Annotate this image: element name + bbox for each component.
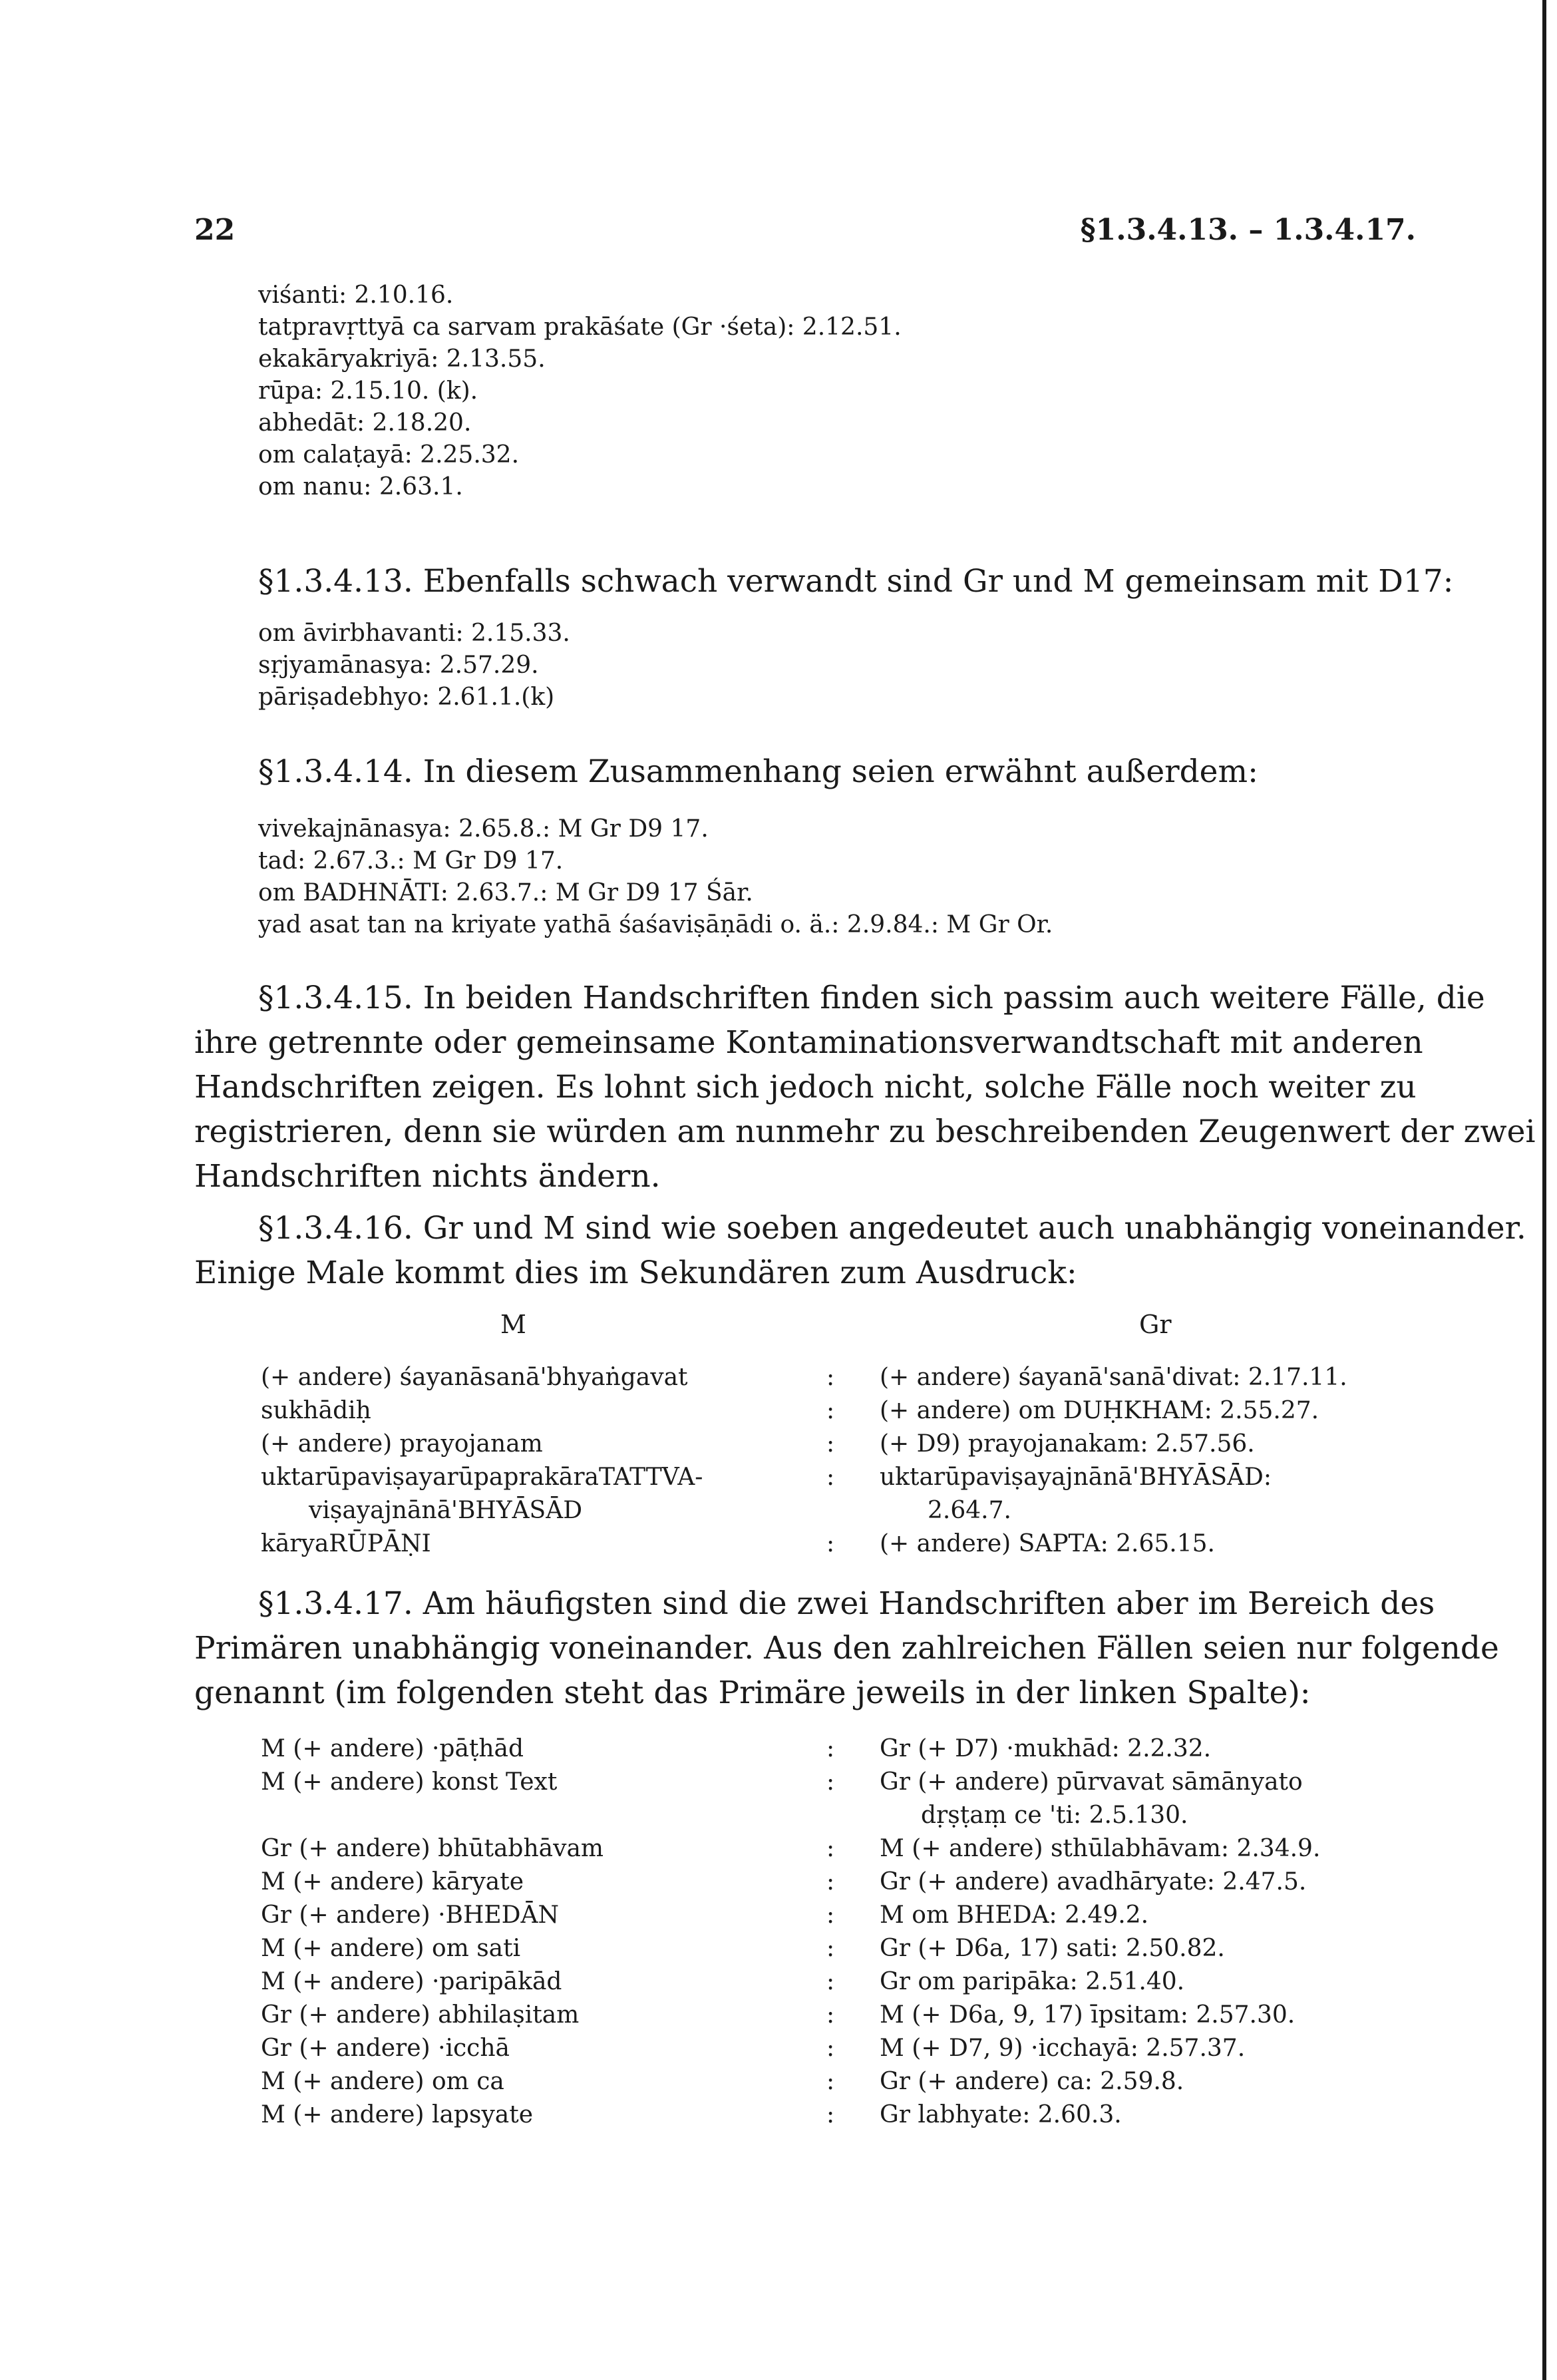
list-item: tad: 2.67.3.: M Gr D9 17. xyxy=(258,847,564,875)
section-16-table xyxy=(261,1362,1419,1561)
cell-right: Gr (+ D7) ·mukhād: 2.2.32. xyxy=(880,1735,1212,1762)
cell-right: (+ D9) prayojanakam: 2.57.56. xyxy=(880,1430,1255,1458)
table-row xyxy=(261,1733,1419,1766)
para-line: Einige Male kommt dies im Sekundären zum Ausdruck: xyxy=(194,1255,1077,1291)
list-item: pāriṣadebhyo: 2.61.1.(k) xyxy=(258,684,555,711)
cell-sep: : xyxy=(826,2001,835,2029)
section-16-paragraph xyxy=(194,1206,1526,1295)
table-row xyxy=(261,1866,1419,1899)
cell-sep: : xyxy=(826,1530,835,1557)
list-item: rūpa: 2.15.10. (k). xyxy=(258,377,478,405)
table-row xyxy=(261,2066,1419,2099)
list-item: om āvirbhavanti: 2.15.33. xyxy=(258,620,570,647)
column-header-m: M xyxy=(500,1310,526,1339)
cell-sep: : xyxy=(826,1364,835,1391)
cell-right: M (+ D7, 9) ·icchayā: 2.57.37. xyxy=(880,2035,1246,2062)
section-13-list xyxy=(258,618,1389,713)
table-row xyxy=(261,1966,1419,1999)
cell-right: M (+ andere) sthūlabhāvam: 2.34.9. xyxy=(880,1835,1321,1862)
table-row xyxy=(261,2033,1419,2066)
cell-right: Gr labhyate: 2.60.3. xyxy=(880,2101,1122,2128)
para-line: genannt (im folgenden steht das Primäre jeweils in der linken Spalte): xyxy=(194,1675,1311,1711)
cell-right: uktarūpaviṣayajnānā'BHYĀSĀD: xyxy=(880,1464,1272,1491)
cell-left: sukhādiḥ xyxy=(261,1397,371,1424)
running-header: §1.3.4.13. – 1.3.4.17. xyxy=(1080,213,1416,247)
cell-right: Gr (+ andere) ca: 2.59.8. xyxy=(880,2068,1184,2095)
cell-left: viṣayajnānā'BHYĀSĀD xyxy=(309,1497,583,1524)
table-row xyxy=(261,1428,1419,1462)
para-line: Primären unabhängig voneinander. Aus den zahlreichen Fällen seien nur folgende xyxy=(194,1630,1499,1667)
list-item: viśanti: 2.10.16. xyxy=(258,282,454,309)
section-13-heading: §1.3.4.13. Ebenfalls schwach verwandt sind Gr und M gemeinsam mit D17: xyxy=(258,563,1454,600)
cell-right: Gr (+ D6a, 17) sati: 2.50.82. xyxy=(880,1935,1225,1962)
list-item: yad asat tan na kriyate yathā śaśaviṣāṇādi o. ä.: 2.9.84.: M Gr Or. xyxy=(258,911,1053,938)
list-item: vivekajnānasya: 2.65.8.: M Gr D9 17. xyxy=(258,815,709,843)
cell-sep: : xyxy=(826,1868,835,1895)
para-line: Handschriften zeigen. Es lohnt sich jedoch nicht, solche Fälle noch weiter zu xyxy=(194,1069,1417,1105)
para-line: §1.3.4.15. In beiden Handschriften finden sich passim auch weitere Fälle, die xyxy=(258,980,1485,1016)
cell-sep: : xyxy=(826,1430,835,1458)
cell-right: dṛṣṭaṃ ce 'ti: 2.5.130. xyxy=(921,1802,1188,1829)
cell-left: kāryaRŪPĀṆI xyxy=(261,1530,431,1557)
section-14-heading: §1.3.4.14. In diesem Zusammenhang seien erwähnt außerdem: xyxy=(258,753,1258,790)
cell-sep: : xyxy=(826,1735,835,1762)
cell-left: M (+ andere) ·pāṭhād xyxy=(261,1735,524,1762)
section-15-paragraph xyxy=(194,976,1536,1199)
table-row xyxy=(261,2099,1419,2132)
para-line: §1.3.4.17. Am häufigsten sind die zwei Handschriften aber im Bereich des xyxy=(258,1585,1435,1622)
para-line: §1.3.4.16. Gr und M sind wie soeben angedeutet auch unabhängig voneinander. xyxy=(258,1210,1526,1247)
cell-left: M (+ andere) om sati xyxy=(261,1935,521,1962)
section-17-table xyxy=(261,1733,1419,2132)
cell-right: (+ andere) śayanā'sanā'divat: 2.17.11. xyxy=(880,1364,1347,1391)
cell-left: Gr (+ andere) bhūtabhāvam xyxy=(261,1835,604,1862)
cell-right: Gr (+ andere) avadhāryate: 2.47.5. xyxy=(880,1868,1307,1895)
cell-sep: : xyxy=(826,1901,835,1929)
cell-sep: : xyxy=(826,1464,835,1491)
cell-sep: : xyxy=(826,2101,835,2128)
top-reading-list xyxy=(258,280,1389,503)
right-edge-rule xyxy=(1542,0,1546,2380)
cell-sep: : xyxy=(826,1835,835,1862)
cell-right: Gr om paripāka: 2.51.40. xyxy=(880,1968,1185,1995)
list-item: om BADHNĀTI: 2.63.7.: M Gr D9 17 Śār. xyxy=(258,879,753,906)
cell-left: M (+ andere) kāryate xyxy=(261,1868,524,1895)
table-row xyxy=(261,1899,1419,1933)
table-row xyxy=(261,1999,1419,2033)
table-row xyxy=(261,1362,1419,1395)
cell-left: M (+ andere) ·paripākād xyxy=(261,1968,562,1995)
table-row xyxy=(261,1462,1419,1495)
list-item: tatpravṛttyā ca sarvam prakāśate (Gr ·śeta): 2.12.51. xyxy=(258,313,902,341)
cell-sep: : xyxy=(826,2035,835,2062)
section-14-list xyxy=(258,813,1389,941)
list-item: abhedāt: 2.18.20. xyxy=(258,409,472,437)
para-line: ihre getrennte oder gemeinsame Kontaminationsverwandtschaft mit anderen xyxy=(194,1024,1423,1061)
cell-right: M om BHEDA: 2.49.2. xyxy=(880,1901,1149,1929)
cell-right: 2.64.7. xyxy=(928,1497,1011,1524)
cell-right: M (+ D6a, 9, 17) īpsitam: 2.57.30. xyxy=(880,2001,1296,2029)
cell-right: (+ andere) om DUḤKHAM: 2.55.27. xyxy=(880,1397,1319,1424)
cell-sep: : xyxy=(826,1968,835,1995)
cell-left: M (+ andere) lapsyate xyxy=(261,2101,534,2128)
section-17-paragraph xyxy=(194,1581,1499,1715)
cell-left: (+ andere) prayojanam xyxy=(261,1430,543,1458)
list-item: om nanu: 2.63.1. xyxy=(258,473,463,500)
table-row xyxy=(261,1395,1419,1428)
cell-left: Gr (+ andere) ·icchā xyxy=(261,2035,510,2062)
table-row xyxy=(261,1766,1419,1800)
table-row xyxy=(261,1800,1419,1833)
page-number: 22 xyxy=(194,213,236,247)
cell-left: Gr (+ andere) ·BHEDĀN xyxy=(261,1901,559,1929)
cell-sep: : xyxy=(826,1935,835,1962)
cell-left: (+ andere) śayanāsanā'bhyaṅgavat xyxy=(261,1364,688,1391)
list-item: om calaṭayā: 2.25.32. xyxy=(258,441,520,469)
cell-left: Gr (+ andere) abhilaṣitam xyxy=(261,2001,580,2029)
table-row xyxy=(261,1833,1419,1866)
list-item: ekakāryakriyā: 2.13.55. xyxy=(258,345,546,373)
cell-left: M (+ andere) konst Text xyxy=(261,1768,558,1796)
table-row xyxy=(261,1933,1419,1966)
cell-sep: : xyxy=(826,1768,835,1796)
cell-left: M (+ andere) om ca xyxy=(261,2068,504,2095)
list-item: sṛjyamānasya: 2.57.29. xyxy=(258,652,539,679)
cell-right: Gr (+ andere) pūrvavat sāmānyato xyxy=(880,1768,1303,1796)
para-line: registrieren, denn sie würden am nunmehr zu beschreibenden Zeugenwert der zwei xyxy=(194,1113,1536,1150)
cell-right: (+ andere) SAPTA: 2.65.15. xyxy=(880,1530,1215,1557)
cell-sep: : xyxy=(826,1397,835,1424)
table-row xyxy=(261,1528,1419,1561)
table-row xyxy=(261,1495,1419,1528)
para-line: Handschriften nichts ändern. xyxy=(194,1158,661,1195)
cell-left: uktarūpaviṣayarūpaprakāraTATTVA- xyxy=(261,1464,703,1491)
cell-sep: : xyxy=(826,2068,835,2095)
column-header-gr: Gr xyxy=(1139,1310,1172,1339)
